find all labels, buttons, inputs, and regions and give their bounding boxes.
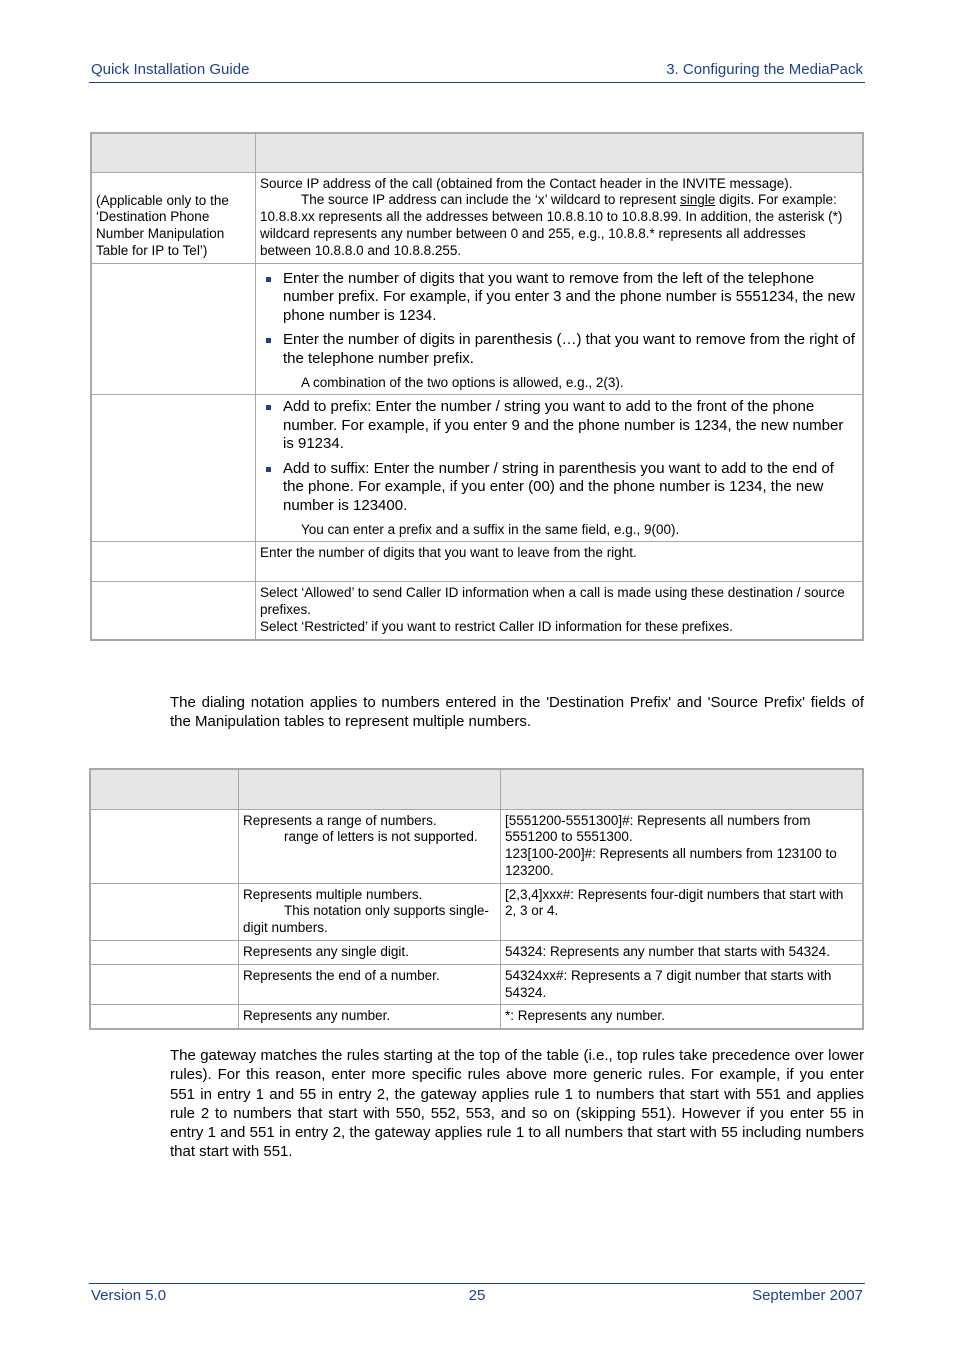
description-cell xyxy=(256,395,864,542)
param-cell xyxy=(91,542,256,582)
header-cell-description xyxy=(239,769,501,809)
notation-cell xyxy=(90,809,239,883)
description-text: Enter the number of digits that you want to leave from the right. xyxy=(260,545,637,561)
table-header-row xyxy=(90,769,863,809)
table-row xyxy=(90,809,863,883)
body-paragraph: The dialing notation applies to numbers entered in the 'Destination Prefix' and 'Source Prefix' fields of the Manipulation tables to represent multiple numbers. xyxy=(170,694,864,731)
header-doc-title: Quick Installation Guide xyxy=(91,61,250,78)
description-cell: Represents a range of numbers. range of letters is not supported. xyxy=(239,809,501,883)
notation-cell xyxy=(90,941,239,965)
table-row xyxy=(91,263,863,395)
description-text: Select ‘Restricted’ if you want to restrict Caller ID information for these prefixes. xyxy=(260,618,733,634)
bullet-icon xyxy=(266,338,271,343)
param-cell xyxy=(91,172,256,263)
description-cell xyxy=(256,172,864,263)
page-footer xyxy=(89,1283,865,1309)
parameters-table xyxy=(90,132,864,641)
footer-page-number: 25 xyxy=(468,1287,486,1304)
param-cell xyxy=(91,395,256,542)
description-note: You can enter a prefix and a suffix in the same field, e.g., 9(00). xyxy=(301,522,680,538)
footer-version: Version 5.0 xyxy=(91,1287,167,1304)
table-row xyxy=(91,542,863,582)
description-cell xyxy=(256,542,864,582)
param-cell xyxy=(91,263,256,395)
table-row xyxy=(91,582,863,640)
header-cell-parameter xyxy=(91,133,256,172)
description-cell: Represents any number. xyxy=(239,1005,501,1029)
example-cell: [5551200-5551300]#: Represents all numbers from 5551200 to 5551300. 123[100-200]#: Represents all numbers from 123100 to 123200. xyxy=(501,809,864,883)
page-header xyxy=(89,61,865,83)
header-cell-description xyxy=(256,133,864,172)
description-text: Source IP address of the call (obtained from the Contact header in the INVITE message). xyxy=(260,175,793,191)
table-row xyxy=(91,172,863,263)
description-note: The source IP address can include the ‘x’ wildcard to represent single digits. For example: 10.8.8.xx represents all the addresses between 10.8.8.10 to 10.8.8.99. In addition, the asterisk (*) wildcard represents any number between 0 and 255, e.g., 10.8.8.* represents all addresses between 10.8.8.0 and 10.8.8.255. xyxy=(260,192,843,258)
notation-cell xyxy=(90,1005,239,1029)
example-cell: 54324: Represents any number that starts with 54324. xyxy=(501,941,864,965)
notation-cell xyxy=(90,883,239,940)
dialing-notation-table xyxy=(89,768,864,1030)
example-cell: [2,3,4]xxx#: Represents four-digit numbers that start with 2, 3 or 4. xyxy=(501,883,864,940)
example-cell: 54324xx#: Represents a 7 digit number that starts with 54324. xyxy=(501,964,864,1005)
list-item: Add to prefix: Enter the number / string you want to add to the front of the phone number. For example, if you enter 9 and the phone number is 1234, the new number is 91234. xyxy=(260,398,858,454)
header-cell-example xyxy=(501,769,864,809)
description-note: A combination of the two options is allowed, e.g., 2(3). xyxy=(301,375,624,391)
example-cell: *: Represents any number. xyxy=(501,1005,864,1029)
description-cell: Represents the end of a number. xyxy=(239,964,501,1005)
description-cell: Represents multiple numbers. This notation only supports single-digit numbers. xyxy=(239,883,501,940)
description-cell xyxy=(256,582,864,640)
table-row xyxy=(90,883,863,940)
bullet-list xyxy=(260,398,858,515)
table-row xyxy=(90,964,863,1005)
header-cell-notation xyxy=(90,769,239,809)
table-row xyxy=(90,1005,863,1029)
footer-date: September 2007 xyxy=(752,1287,863,1304)
bullet-icon xyxy=(266,467,271,472)
header-chapter-title: 3. Configuring the MediaPack xyxy=(666,61,863,78)
table-row xyxy=(90,941,863,965)
description-cell xyxy=(256,263,864,395)
notation-cell xyxy=(90,964,239,1005)
bullet-icon xyxy=(266,405,271,410)
bullet-list xyxy=(260,270,858,369)
bullet-icon xyxy=(266,277,271,282)
list-item: Add to suffix: Enter the number / string in parenthesis you want to add to the end of the phone. For example, if you enter (00) and the phone number is 1234, the new number is 123400. xyxy=(260,460,858,516)
table-row xyxy=(91,395,863,542)
param-note: (Applicable only to the ‘Destination Phone Number Manipulation Table for IP to Tel’) xyxy=(96,192,229,258)
description-text: Select ‘Allowed’ to send Caller ID information when a call is made using these destination / source prefixes. xyxy=(260,585,845,617)
param-cell xyxy=(91,582,256,640)
list-item: Enter the number of digits in parenthesis (…) that you want to remove from the right of the telephone number prefix. xyxy=(260,331,858,368)
body-paragraph: The gateway matches the rules starting at the top of the table (i.e., top rules take precedence over lower rules). For this reason, enter more specific rules above more generic rules. For example, if you enter 551 in entry 1 and 55 in entry 2, the gateway applies rule 1 to numbers that start with 551 and applies rule 2 to numbers that start with 550, 552, 553, and so on (skipping 551). However if you enter 55 in entry 1 and 551 in entry 2, the gateway applies rule 1 to all numbers that start with 55 including numbers that start with 551. xyxy=(170,1047,864,1161)
table-header-row xyxy=(91,133,863,172)
list-item: Enter the number of digits that you want to remove from the left of the telephone number prefix. For example, if you enter 3 and the phone number is 5551234, the new phone number is 1234. xyxy=(260,270,858,326)
description-cell: Represents any single digit. xyxy=(239,941,501,965)
